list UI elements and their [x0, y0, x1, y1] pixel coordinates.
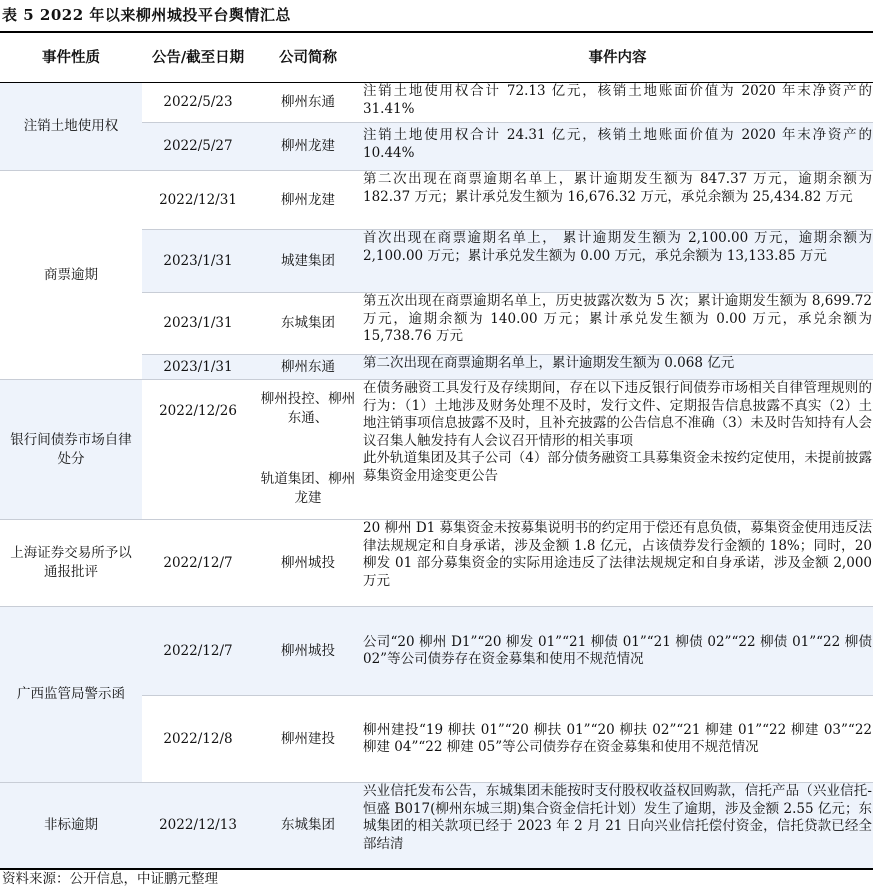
header-date: 公告/截至日期	[142, 33, 254, 83]
company-cell: 柳州东通	[254, 355, 362, 380]
content-cell: 在债务融资工具发行及存续期间，存在以下违反银行间债券市场相关自律管理规则的行为：（1）土地涉及财务处理不及时，发行文件、定期报告信息披露不真实（2）土地注销事项信息披露不及时，且补充披露的公告信息不准确（3）未及时告知持有人会议召集人触发持有人会议召开情形的相关事项 此外轨道集团及其子公司（4）部分债务融资工具募集资金未按约定使用，未提前披露募集资金用途变更公告	[362, 380, 873, 520]
content-cell: 第五次出现在商票逾期名单上，历史披露次数为 5 次；累计逾期发生额为 8,699.72 万元，逾期余额为 140.00 万元；累计承兑发生额为 0.00 万元，承兑余额为 15,738.76 万元	[362, 293, 873, 355]
event-type-cell: 注销土地使用权	[0, 83, 142, 171]
content-cell: 20 柳州 D1 募集资金未按募集说明书的约定用于偿还有息负债，募集资金使用违反法律法规规定和自身承诺，涉及金额 1.8 亿元，占该债券发行金额的 18%；同时，20 柳发 01 部分募集资金的实际用途违反了法律法规规定和自身承诺，涉及金额 2,000 万元	[362, 520, 873, 607]
header-company: 公司简称	[254, 33, 362, 83]
event-type-cell: 上海证券交易所予以通报批评	[0, 520, 142, 607]
date-cell: 2022/12/8	[142, 696, 254, 783]
content-cell: 首次出现在商票逾期名单上， 累计逾期发生额为 2,100.00 万元，逾期余额为 2,100.00 万元；累计承兑发生额为 0.00 万元，承兑余额为 13,133.85 万元	[362, 230, 873, 293]
company-cell: 柳州东通	[254, 83, 362, 123]
table-row	[0, 83, 873, 123]
content-cell: 柳州建投“19 柳扶 01”“20 柳扶 01”“20 柳扶 02”“21 柳建 01”“22 柳建 03”“22 柳建 04”“22 柳建 05”等公司债券存在资金募集和使用不规范情况	[362, 696, 873, 783]
table-row	[0, 520, 873, 607]
company-cell	[254, 380, 362, 520]
date-cell: 2022/5/23	[142, 83, 254, 123]
event-type-cell: 非标逾期	[0, 783, 142, 869]
header-type: 事件性质	[0, 33, 142, 83]
company-cell: 柳州建投	[254, 696, 362, 783]
event-type-cell: 商票逾期	[0, 171, 142, 380]
event-type-cell: 银行间债券市场自律处分	[0, 380, 142, 520]
event-type-cell: 广西监管局警示函	[0, 607, 142, 783]
content-cell: 注销土地使用权合计 72.13 亿元，核销土地账面价值为 2020 年末净资产的 31.41%	[362, 83, 873, 123]
content-cell: 公司“20 柳州 D1”“20 柳发 01”“21 柳债 01”“21 柳债 02”“22 柳债 01”“22 柳债 02”等公司债券存在资金募集和使用不规范情况	[362, 607, 873, 696]
content-cell: 兴业信托发布公告，东城集团未能按时支付股权收益权回购款，信托产品（兴业信托-恒盛 B017(柳州东城三期)集合资金信托计划）发生了逾期，涉及金额 2.55 亿元；东城集团的相关款项已经于 2023 年 2 月 21 日向兴业信托偿付资金，信托贷款已经全部结清	[362, 783, 873, 869]
date-cell: 2022/12/7	[142, 607, 254, 696]
date-cell: 2022/12/31	[142, 171, 254, 230]
date-cell: 2023/1/31	[142, 230, 254, 293]
table-row	[0, 380, 873, 520]
content-cell: 第二次出现在商票逾期名单上，累计逾期发生额为 0.068 亿元	[362, 355, 873, 380]
date-cell: 2022/12/13	[142, 783, 254, 869]
sentiment-table	[0, 33, 873, 870]
source-note: 资料来源：公开信息，中证鹏元整理	[2, 871, 218, 887]
content-cell: 注销土地使用权合计 24.31 亿元，核销土地账面价值为 2020 年末净资产的 10.44%	[362, 123, 873, 171]
date-cell: 2022/5/27	[142, 123, 254, 171]
content-cell: 第二次出现在商票逾期名单上，累计逾期发生额为 847.37 万元，逾期余额为 182.37 万元；累计承兑发生额为 16,676.32 万元，承兑余额为 25,434.82 万元	[362, 171, 873, 230]
company-cell: 柳州城投	[254, 607, 362, 696]
date-cell: 2022/12/7	[142, 520, 254, 607]
company-cell-top: 柳州投控、柳州东通、	[260, 391, 356, 426]
date-cell: 2023/1/31	[142, 293, 254, 355]
table-row	[0, 607, 873, 696]
company-cell: 柳州城投	[254, 520, 362, 607]
date-cell: 2023/1/31	[142, 355, 254, 380]
company-cell: 东城集团	[254, 293, 362, 355]
header-content: 事件内容	[362, 33, 873, 83]
table-row	[0, 171, 873, 230]
company-cell-bottom: 轨道集团、柳州龙建	[260, 471, 356, 506]
table-title: 表 5 2022 年以来柳州城投平台舆情汇总	[2, 6, 291, 24]
company-cell: 柳州龙建	[254, 123, 362, 171]
table-row	[0, 783, 873, 869]
date-cell: 2022/12/26	[142, 380, 254, 520]
company-cell: 柳州龙建	[254, 171, 362, 230]
header-row	[0, 33, 873, 83]
company-cell: 东城集团	[254, 783, 362, 869]
company-cell: 城建集团	[254, 230, 362, 293]
